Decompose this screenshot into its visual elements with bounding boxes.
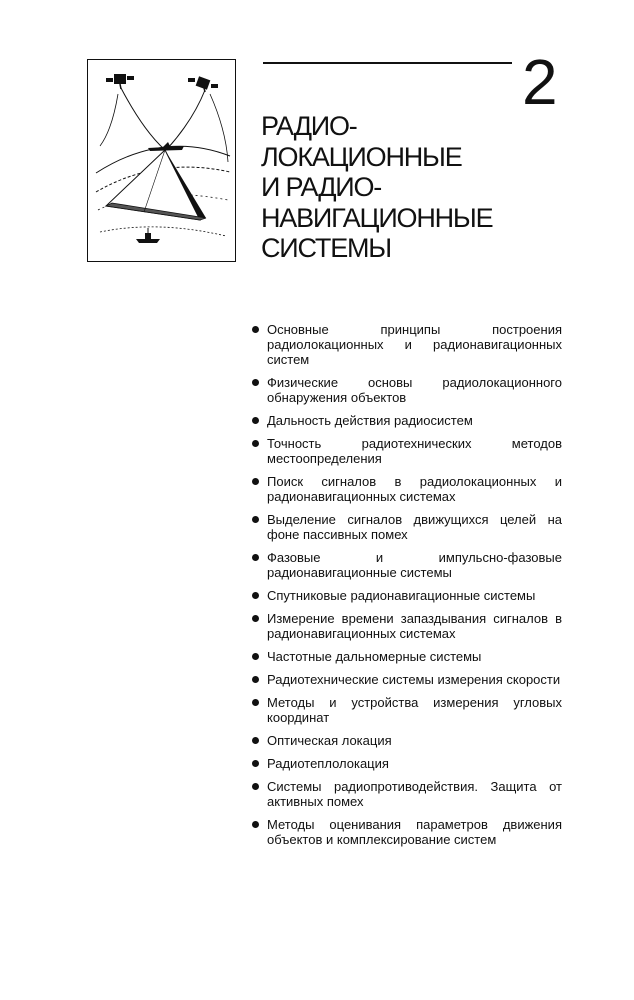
topic-text: Поиск сигналов в радиолокационных и радионавигационных системах	[267, 474, 562, 504]
chapter-illustration	[87, 59, 236, 262]
topic-item	[250, 779, 562, 809]
satellite-icon	[188, 76, 218, 92]
topic-item	[250, 611, 562, 641]
chapter-title-line: СИСТЕМЫ	[261, 233, 392, 263]
bullet-icon	[252, 417, 259, 424]
bullet-icon	[252, 478, 259, 485]
topic-item	[250, 588, 562, 603]
signal-line	[100, 94, 118, 146]
terrain-curve	[100, 227, 226, 236]
radar-beam	[106, 150, 206, 220]
topic-item	[250, 375, 562, 405]
topic-text: Основные принципы построения радиолокационных и радионавигационных систем	[267, 322, 562, 367]
bullet-icon	[252, 615, 259, 622]
topic-item	[250, 413, 562, 428]
bullet-icon	[252, 516, 259, 523]
ship-icon	[136, 228, 160, 243]
aircraft-icon	[148, 142, 184, 151]
topic-text: Частотные дальномерные системы	[267, 649, 482, 664]
topic-text: Фазовые и импульсно-фазовые радионавигационные системы	[267, 550, 562, 580]
signal-line	[168, 90, 205, 148]
topic-item	[250, 733, 562, 748]
bullet-icon	[252, 326, 259, 333]
topic-item	[250, 474, 562, 504]
topic-text: Дальность действия радиосистем	[267, 413, 473, 428]
bullet-icon	[252, 699, 259, 706]
bullet-icon	[252, 821, 259, 828]
radar-navigation-drawing	[88, 60, 236, 262]
topic-list	[250, 322, 562, 855]
topic-text: Оптическая локация	[267, 733, 392, 748]
bullet-icon	[252, 592, 259, 599]
topic-text: Спутниковые радионавигационные системы	[267, 588, 536, 603]
topic-text: Измерение времени запаздывания сигналов в радионавигационных системах	[267, 611, 562, 641]
bullet-icon	[252, 783, 259, 790]
bullet-icon	[252, 554, 259, 561]
bullet-icon	[252, 440, 259, 447]
chapter-title-line: РАДИО-	[261, 111, 357, 141]
chapter-title	[261, 111, 561, 264]
chapter-rule	[263, 62, 512, 64]
topic-text: Радиотеплолокация	[267, 756, 389, 771]
topic-text: Методы оценивания параметров движения объектов и комплексирование систем	[267, 817, 562, 847]
bullet-icon	[252, 737, 259, 744]
topic-item	[250, 695, 562, 725]
chapter-title-line: ЛОКАЦИОННЫЕ	[261, 141, 462, 172]
topic-item	[250, 512, 562, 542]
topic-item	[250, 817, 562, 847]
topic-text: Радиотехнические системы измерения скорости	[267, 672, 561, 687]
bullet-icon	[252, 676, 259, 683]
topic-item	[250, 672, 562, 687]
satellite-icon	[106, 74, 134, 89]
chapter-number: 2	[522, 46, 558, 118]
topic-text: Физические основы радиолокационного обнаружения объектов	[267, 375, 562, 405]
signal-line	[121, 88, 165, 150]
topic-text: Системы радиопротиводействия. Защита от активных помех	[267, 779, 562, 809]
topic-item	[250, 550, 562, 580]
chapter-title-line: НАВИГАЦИОННЫЕ	[261, 202, 493, 233]
chapter-title-line: И РАДИО-	[261, 172, 382, 202]
bullet-icon	[252, 379, 259, 386]
topic-text: Методы и устройства измерения угловых координат	[267, 695, 562, 725]
topic-item	[250, 436, 562, 466]
bullet-icon	[252, 653, 259, 660]
topic-text: Точность радиотехнических методов местоопределения	[267, 436, 562, 466]
topic-item	[250, 649, 562, 664]
bullet-icon	[252, 760, 259, 767]
topic-item	[250, 756, 562, 771]
topic-item	[250, 322, 562, 367]
topic-text: Выделение сигналов движущихся целей на фоне пассивных помех	[267, 512, 562, 542]
